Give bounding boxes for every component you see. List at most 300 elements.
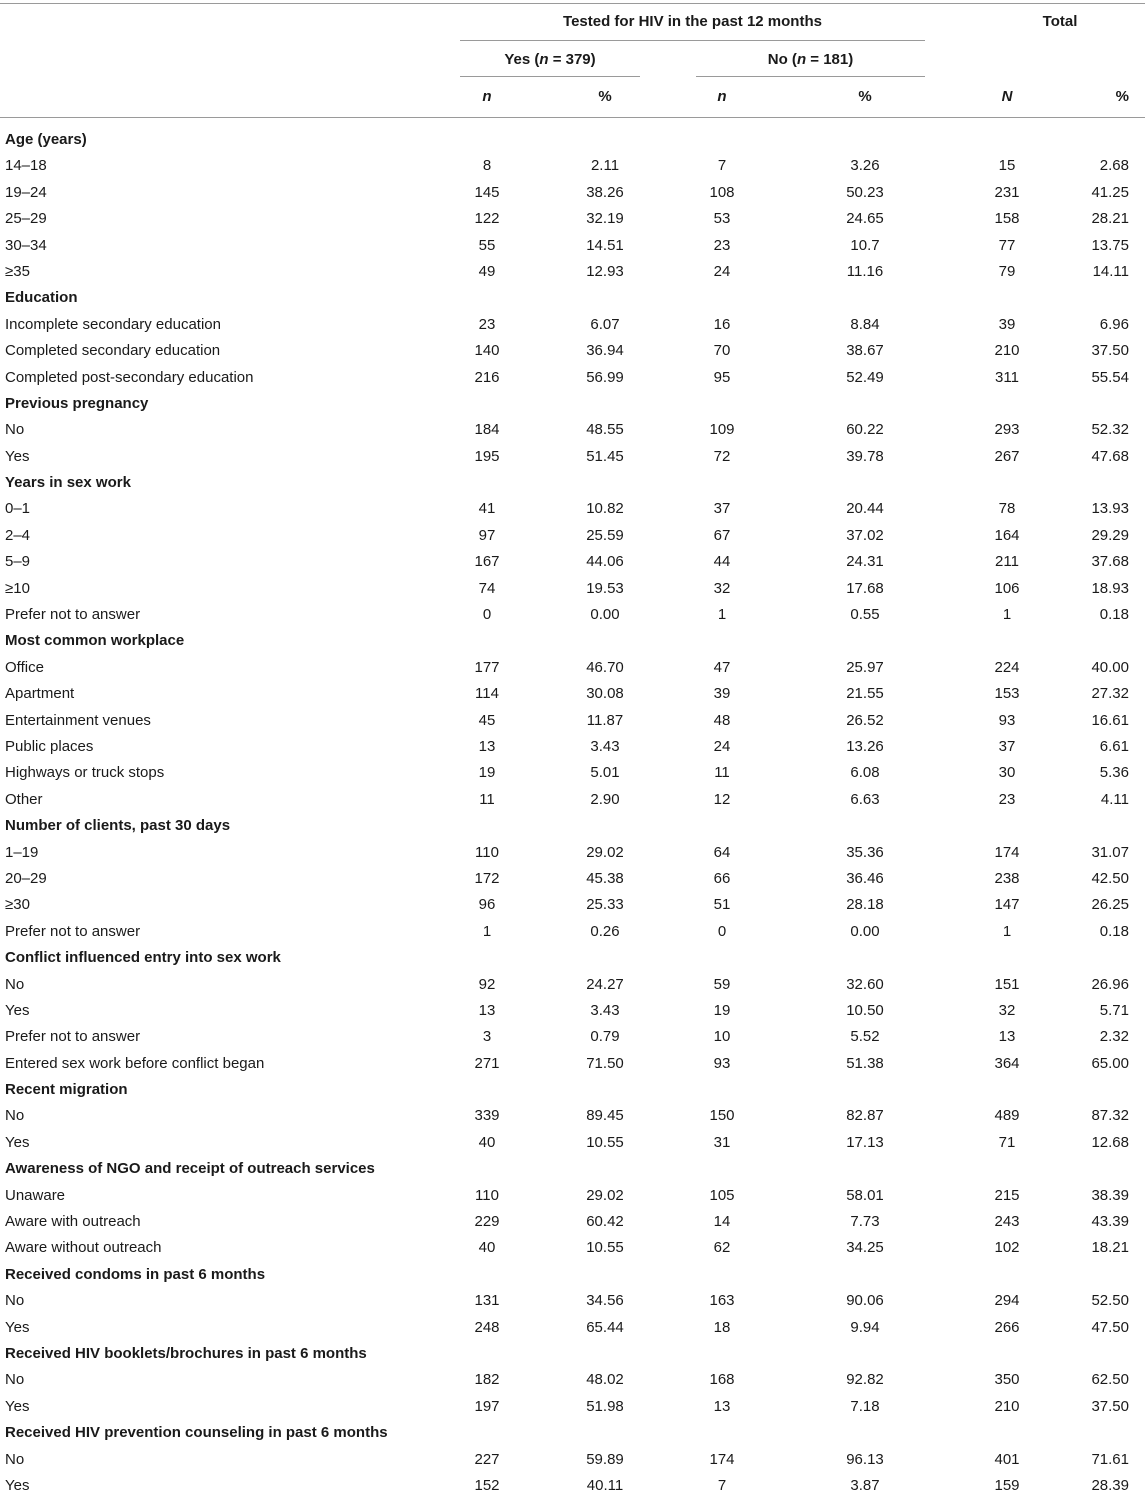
cell-total-pct: 12.68 <box>1091 1133 1129 1151</box>
cell-yes-n: 13 <box>478 737 496 755</box>
cell-no-n: 16 <box>713 315 731 333</box>
cell-yes-n: 216 <box>474 368 500 386</box>
cell-total-pct: 2.32 <box>1099 1028 1129 1046</box>
cell-yes-n: 122 <box>474 210 500 228</box>
cell-yes-n: 41 <box>478 500 496 518</box>
cell-no-n: 12 <box>713 790 731 808</box>
table-row <box>0 681 1145 707</box>
cell-yes-pct: 29.02 <box>586 1186 624 1204</box>
cell-total-n: 30 <box>998 764 1016 782</box>
cell-no-pct: 60.22 <box>846 421 884 439</box>
section-title: Years in sex work <box>5 474 131 492</box>
cell-total-pct: 37.50 <box>1091 1397 1129 1415</box>
table-top-rule <box>0 3 1145 4</box>
cell-yes-n: 152 <box>474 1476 500 1494</box>
section-header <box>0 1156 1145 1182</box>
cell-total-pct: 0.18 <box>1099 922 1129 940</box>
cell-total-pct: 87.32 <box>1091 1107 1129 1125</box>
cell-total-n: 238 <box>994 869 1020 887</box>
cell-no-pct: 21.55 <box>846 685 884 703</box>
cell-total-pct: 52.50 <box>1091 1292 1129 1310</box>
cell-yes-n: 140 <box>474 342 500 360</box>
cell-yes-pct: 48.02 <box>586 1371 624 1389</box>
cell-yes-pct: 2.90 <box>590 790 620 808</box>
cell-yes-n: 227 <box>474 1450 500 1468</box>
section-header <box>0 628 1145 654</box>
cell-total-n: 1 <box>1002 922 1012 940</box>
table-row <box>0 919 1145 945</box>
cell-yes-pct: 6.07 <box>590 315 620 333</box>
cell-yes-pct: 19.53 <box>586 579 624 597</box>
cell-no-n: 66 <box>713 869 731 887</box>
cell-total-pct: 55.54 <box>1091 368 1129 386</box>
cell-yes-pct: 40.11 <box>586 1476 624 1494</box>
cell-total-n: 77 <box>998 236 1016 254</box>
table-row <box>0 1315 1145 1341</box>
table-row <box>0 312 1145 338</box>
table-row <box>0 444 1145 470</box>
row-label: Public places <box>5 737 94 755</box>
row-label: Prefer not to answer <box>5 922 141 940</box>
section-title: Received HIV booklets/brochures in past 6 months <box>5 1344 367 1362</box>
cell-yes-pct: 32.19 <box>586 210 624 228</box>
table-row <box>0 259 1145 285</box>
cell-yes-n: 11 <box>479 790 495 808</box>
cell-total-n: 13 <box>998 1028 1016 1046</box>
table-row <box>0 1051 1145 1077</box>
cell-yes-pct: 65.44 <box>586 1318 624 1336</box>
table-row <box>0 760 1145 786</box>
cell-yes-pct: 46.70 <box>586 658 624 676</box>
cell-total-pct: 18.21 <box>1091 1239 1129 1257</box>
cell-total-n: 153 <box>994 685 1020 703</box>
cell-yes-n: 40 <box>478 1239 496 1257</box>
row-label: Other <box>5 790 43 808</box>
table-row <box>0 496 1145 522</box>
cell-yes-n: 339 <box>474 1107 500 1125</box>
table-row <box>0 1024 1145 1050</box>
section-title: Conflict influenced entry into sex work <box>5 949 281 967</box>
row-label: Yes <box>5 1001 30 1019</box>
cell-no-n: 174 <box>709 1450 735 1468</box>
cell-no-n: 48 <box>713 711 731 729</box>
row-label: No <box>5 975 25 993</box>
cell-no-pct: 37.02 <box>846 526 884 544</box>
row-label: ≥10 <box>5 579 30 597</box>
cell-total-pct: 37.68 <box>1091 553 1129 571</box>
col-no-n: n <box>717 88 727 105</box>
row-label: Yes <box>5 1397 30 1415</box>
cell-no-pct: 32.60 <box>846 975 884 993</box>
group-underline <box>460 40 925 41</box>
cell-yes-pct: 56.99 <box>586 368 624 386</box>
header-group-title: Tested for HIV in the past 12 months <box>563 13 822 30</box>
header-total-title: Total <box>1042 13 1078 30</box>
cell-no-n: 51 <box>713 896 731 914</box>
row-label: Incomplete secondary education <box>5 315 221 333</box>
cell-yes-n: 74 <box>478 579 496 597</box>
table-row <box>0 233 1145 259</box>
row-label: Yes <box>5 1318 30 1336</box>
row-label: Yes <box>5 1133 30 1151</box>
section-title: Recent migration <box>5 1081 128 1099</box>
cell-total-n: 210 <box>994 1397 1020 1415</box>
cell-total-pct: 5.36 <box>1099 764 1129 782</box>
cell-total-pct: 28.39 <box>1091 1476 1129 1494</box>
cell-no-n: 32 <box>713 579 731 597</box>
cell-yes-n: 97 <box>478 526 496 544</box>
cell-no-pct: 3.87 <box>850 1476 880 1494</box>
cell-no-n: 105 <box>709 1186 735 1204</box>
cell-no-n: 62 <box>713 1239 731 1257</box>
table-row <box>0 787 1145 813</box>
cell-yes-pct: 59.89 <box>586 1450 624 1468</box>
cell-yes-n: 3 <box>482 1028 492 1046</box>
cell-yes-pct: 0.26 <box>590 922 620 940</box>
cell-no-pct: 35.36 <box>846 843 884 861</box>
cell-total-pct: 47.50 <box>1091 1318 1129 1336</box>
cell-yes-n: 92 <box>478 975 496 993</box>
cell-no-n: 64 <box>713 843 731 861</box>
cell-total-n: 159 <box>994 1476 1020 1494</box>
cell-yes-n: 0 <box>482 606 492 624</box>
cell-yes-n: 167 <box>474 553 500 571</box>
table-row <box>0 655 1145 681</box>
header-no-group: No (n = 181) <box>767 51 854 68</box>
cell-yes-n: 182 <box>474 1371 500 1389</box>
cell-total-pct: 18.93 <box>1091 579 1129 597</box>
cell-yes-pct: 10.55 <box>586 1239 624 1257</box>
cell-no-pct: 13.26 <box>846 737 884 755</box>
section-title: Received HIV prevention counseling in past 6 months <box>5 1424 388 1442</box>
cell-total-pct: 42.50 <box>1091 869 1129 887</box>
cell-total-n: 224 <box>994 658 1020 676</box>
cell-total-pct: 43.39 <box>1091 1213 1129 1231</box>
cell-no-n: 93 <box>713 1054 731 1072</box>
cell-total-n: 147 <box>994 896 1020 914</box>
cell-no-pct: 9.94 <box>850 1318 880 1336</box>
cell-no-pct: 26.52 <box>846 711 884 729</box>
cell-yes-pct: 51.98 <box>586 1397 624 1415</box>
yes-underline <box>460 76 640 77</box>
table-row <box>0 708 1145 734</box>
cell-yes-n: 184 <box>474 421 500 439</box>
cell-yes-n: 110 <box>475 843 499 861</box>
cell-no-n: 24 <box>713 737 731 755</box>
row-label: Yes <box>5 447 30 465</box>
table-row <box>0 153 1145 179</box>
cell-yes-pct: 24.27 <box>586 975 624 993</box>
cell-yes-pct: 60.42 <box>586 1213 624 1231</box>
cell-no-n: 24 <box>713 262 731 280</box>
cell-yes-pct: 11.87 <box>586 711 624 729</box>
cell-total-n: 164 <box>994 526 1020 544</box>
cell-no-pct: 10.7 <box>850 236 880 254</box>
table-row <box>0 523 1145 549</box>
row-label: Completed secondary education <box>5 342 221 360</box>
row-label: 20–29 <box>5 869 47 887</box>
cell-total-n: 15 <box>998 157 1016 175</box>
row-label: Aware without outreach <box>5 1239 162 1257</box>
cell-no-n: 39 <box>713 685 731 703</box>
table-row <box>0 338 1145 364</box>
row-label: Apartment <box>5 685 75 703</box>
cell-no-n: 7 <box>717 1476 727 1494</box>
cell-total-pct: 2.68 <box>1099 157 1129 175</box>
cell-no-n: 47 <box>713 658 731 676</box>
cell-yes-pct: 0.79 <box>590 1028 620 1046</box>
col-yes-n: n <box>482 88 492 105</box>
cell-total-n: 1 <box>1002 606 1012 624</box>
row-label: Prefer not to answer <box>5 606 141 624</box>
cell-total-pct: 52.32 <box>1091 421 1129 439</box>
table-row <box>0 998 1145 1024</box>
cell-total-n: 102 <box>994 1239 1020 1257</box>
cell-no-pct: 0.55 <box>850 606 880 624</box>
cell-total-pct: 28.21 <box>1091 210 1129 228</box>
cell-yes-pct: 25.59 <box>586 526 624 544</box>
table-row <box>0 1130 1145 1156</box>
cell-no-n: 0 <box>717 922 727 940</box>
cell-yes-n: 96 <box>478 896 496 914</box>
cell-total-n: 489 <box>994 1107 1020 1125</box>
cell-yes-n: 195 <box>474 447 500 465</box>
table-row <box>0 1394 1145 1420</box>
section-header <box>0 945 1145 971</box>
cell-total-n: 174 <box>994 843 1020 861</box>
table-row <box>0 1209 1145 1235</box>
cell-yes-n: 23 <box>478 315 496 333</box>
section-header <box>0 391 1145 417</box>
cell-total-n: 106 <box>994 579 1020 597</box>
cell-no-pct: 6.63 <box>850 790 880 808</box>
cell-total-n: 32 <box>998 1001 1016 1019</box>
cell-total-pct: 5.71 <box>1099 1001 1129 1019</box>
row-label: No <box>5 1450 25 1468</box>
cell-no-pct: 58.01 <box>846 1186 884 1204</box>
cell-no-pct: 7.18 <box>850 1397 880 1415</box>
cell-yes-n: 177 <box>474 658 500 676</box>
col-yes-pct: % <box>598 88 612 105</box>
cell-no-pct: 24.31 <box>846 553 884 571</box>
row-label: Prefer not to answer <box>5 1028 141 1046</box>
section-title: Awareness of NGO and receipt of outreach services <box>5 1160 375 1178</box>
cell-yes-n: 45 <box>478 711 496 729</box>
cell-total-n: 401 <box>994 1450 1020 1468</box>
cell-total-pct: 26.25 <box>1091 896 1129 914</box>
cell-yes-pct: 25.33 <box>586 896 624 914</box>
row-label: Completed post-secondary education <box>5 368 254 386</box>
cell-yes-pct: 3.43 <box>590 1001 620 1019</box>
cell-no-pct: 11.16 <box>846 262 884 280</box>
cell-yes-pct: 29.02 <box>586 843 624 861</box>
table-row <box>0 1367 1145 1393</box>
table-row <box>0 1103 1145 1129</box>
cell-yes-n: 271 <box>474 1054 500 1072</box>
row-label: No <box>5 421 25 439</box>
row-label: Entertainment venues <box>5 711 151 729</box>
col-total-pct: % <box>1115 88 1129 105</box>
row-label: 30–34 <box>5 236 47 254</box>
row-label: 14–18 <box>5 157 47 175</box>
table-row <box>0 1288 1145 1314</box>
table-row <box>0 1235 1145 1261</box>
cell-total-n: 39 <box>998 315 1016 333</box>
row-label: Highways or truck stops <box>5 764 165 782</box>
table-row <box>0 1447 1145 1473</box>
row-label: ≥35 <box>5 262 30 280</box>
cell-total-n: 293 <box>994 421 1020 439</box>
cell-no-n: 163 <box>709 1292 735 1310</box>
cell-yes-pct: 36.94 <box>586 342 624 360</box>
table-row <box>0 180 1145 206</box>
table-row <box>0 892 1145 918</box>
cell-no-pct: 7.73 <box>850 1213 880 1231</box>
cell-total-pct: 13.75 <box>1091 236 1129 254</box>
cell-no-n: 59 <box>713 975 731 993</box>
cell-no-n: 11 <box>714 764 730 782</box>
cell-no-n: 1 <box>717 606 727 624</box>
cell-no-n: 70 <box>713 342 731 360</box>
cell-no-n: 14 <box>713 1213 731 1231</box>
row-label: 2–4 <box>5 526 31 544</box>
cell-total-n: 37 <box>998 737 1016 755</box>
row-label: No <box>5 1292 25 1310</box>
cell-no-pct: 90.06 <box>846 1292 884 1310</box>
section-header <box>0 470 1145 496</box>
cell-yes-n: 114 <box>475 685 499 703</box>
cell-yes-pct: 10.55 <box>586 1133 624 1151</box>
cell-no-n: 19 <box>713 1001 731 1019</box>
row-label: Aware with outreach <box>5 1213 141 1231</box>
cell-total-n: 311 <box>995 368 1019 386</box>
cell-total-n: 266 <box>994 1318 1020 1336</box>
cell-no-pct: 8.84 <box>850 315 880 333</box>
cell-no-pct: 20.44 <box>846 500 884 518</box>
section-title: Most common workplace <box>5 632 185 650</box>
section-header <box>0 127 1145 153</box>
cell-yes-n: 19 <box>478 764 496 782</box>
cell-yes-n: 1 <box>482 922 492 940</box>
cell-no-pct: 36.46 <box>846 869 884 887</box>
cell-no-pct: 24.65 <box>846 210 884 228</box>
cell-no-n: 10 <box>713 1028 731 1046</box>
cell-yes-pct: 89.45 <box>586 1107 624 1125</box>
section-header <box>0 813 1145 839</box>
row-label: Office <box>5 658 44 676</box>
cell-total-n: 79 <box>998 262 1016 280</box>
cell-yes-n: 229 <box>474 1213 500 1231</box>
cell-no-n: 37 <box>713 500 731 518</box>
cell-total-n: 151 <box>994 975 1020 993</box>
row-label: 25–29 <box>5 210 47 228</box>
cell-total-pct: 41.25 <box>1091 183 1129 201</box>
row-label: Unaware <box>5 1186 66 1204</box>
cell-no-pct: 82.87 <box>846 1107 884 1125</box>
cell-total-pct: 47.68 <box>1091 447 1129 465</box>
cell-total-pct: 16.61 <box>1091 711 1129 729</box>
cell-no-pct: 6.08 <box>850 764 880 782</box>
cell-no-pct: 17.13 <box>846 1133 884 1151</box>
cell-yes-pct: 2.11 <box>590 157 620 175</box>
cell-total-pct: 13.93 <box>1091 500 1129 518</box>
cell-no-pct: 50.23 <box>846 183 884 201</box>
section-title: Previous pregnancy <box>5 394 149 412</box>
cell-no-pct: 17.68 <box>846 579 884 597</box>
cell-no-pct: 0.00 <box>850 922 880 940</box>
cell-total-pct: 31.07 <box>1091 843 1129 861</box>
cell-no-n: 72 <box>713 447 731 465</box>
cell-total-pct: 6.61 <box>1099 737 1129 755</box>
section-title: Received condoms in past 6 months <box>5 1265 266 1283</box>
row-label: 5–9 <box>5 553 31 571</box>
cell-yes-n: 8 <box>482 157 492 175</box>
no-underline <box>696 76 925 77</box>
cell-no-pct: 52.49 <box>846 368 884 386</box>
cell-no-n: 23 <box>713 236 731 254</box>
row-label: No <box>5 1107 25 1125</box>
cell-no-n: 13 <box>713 1397 731 1415</box>
section-title: Age (years) <box>5 131 87 148</box>
cell-no-pct: 28.18 <box>846 896 884 914</box>
cell-total-pct: 0.18 <box>1099 606 1129 624</box>
table-row <box>0 576 1145 602</box>
cell-total-n: 78 <box>998 500 1016 518</box>
row-label: 0–1 <box>5 500 31 518</box>
table-row <box>0 1183 1145 1209</box>
cell-yes-n: 40 <box>478 1133 496 1151</box>
row-label: Entered sex work before conflict began <box>5 1054 265 1072</box>
cell-no-n: 108 <box>709 183 735 201</box>
cell-no-n: 168 <box>709 1371 735 1389</box>
cell-no-n: 44 <box>713 553 731 571</box>
cell-total-pct: 29.29 <box>1091 526 1129 544</box>
cell-total-n: 158 <box>994 210 1020 228</box>
table-row <box>0 417 1145 443</box>
cell-total-n: 294 <box>994 1292 1020 1310</box>
cell-yes-n: 248 <box>474 1318 500 1336</box>
cell-no-n: 31 <box>713 1133 731 1151</box>
table-body <box>0 127 1145 1499</box>
table-row <box>0 602 1145 628</box>
cell-yes-pct: 51.45 <box>586 447 624 465</box>
cell-yes-pct: 38.26 <box>586 183 624 201</box>
cell-no-pct: 38.67 <box>846 342 884 360</box>
table-row <box>0 549 1145 575</box>
cell-yes-pct: 3.43 <box>590 737 620 755</box>
cell-total-pct: 65.00 <box>1091 1054 1129 1072</box>
cell-yes-pct: 0.00 <box>590 606 620 624</box>
cell-no-pct: 34.25 <box>846 1239 884 1257</box>
cell-total-pct: 26.96 <box>1091 975 1129 993</box>
cell-total-pct: 4.11 <box>1100 790 1129 808</box>
cell-no-n: 67 <box>713 526 731 544</box>
cell-yes-pct: 48.55 <box>586 421 624 439</box>
row-label: No <box>5 1371 25 1389</box>
cell-total-pct: 38.39 <box>1091 1186 1129 1204</box>
cell-yes-pct: 34.56 <box>586 1292 624 1310</box>
cell-yes-n: 13 <box>478 1001 496 1019</box>
cell-no-pct: 25.97 <box>846 658 884 676</box>
section-header <box>0 1262 1145 1288</box>
cell-no-n: 95 <box>713 368 731 386</box>
section-header <box>0 1341 1145 1367</box>
section-header <box>0 1420 1145 1446</box>
cell-no-pct: 51.38 <box>846 1054 884 1072</box>
row-label: 19–24 <box>5 183 47 201</box>
cell-total-n: 23 <box>998 790 1016 808</box>
cell-total-pct: 6.96 <box>1099 315 1129 333</box>
